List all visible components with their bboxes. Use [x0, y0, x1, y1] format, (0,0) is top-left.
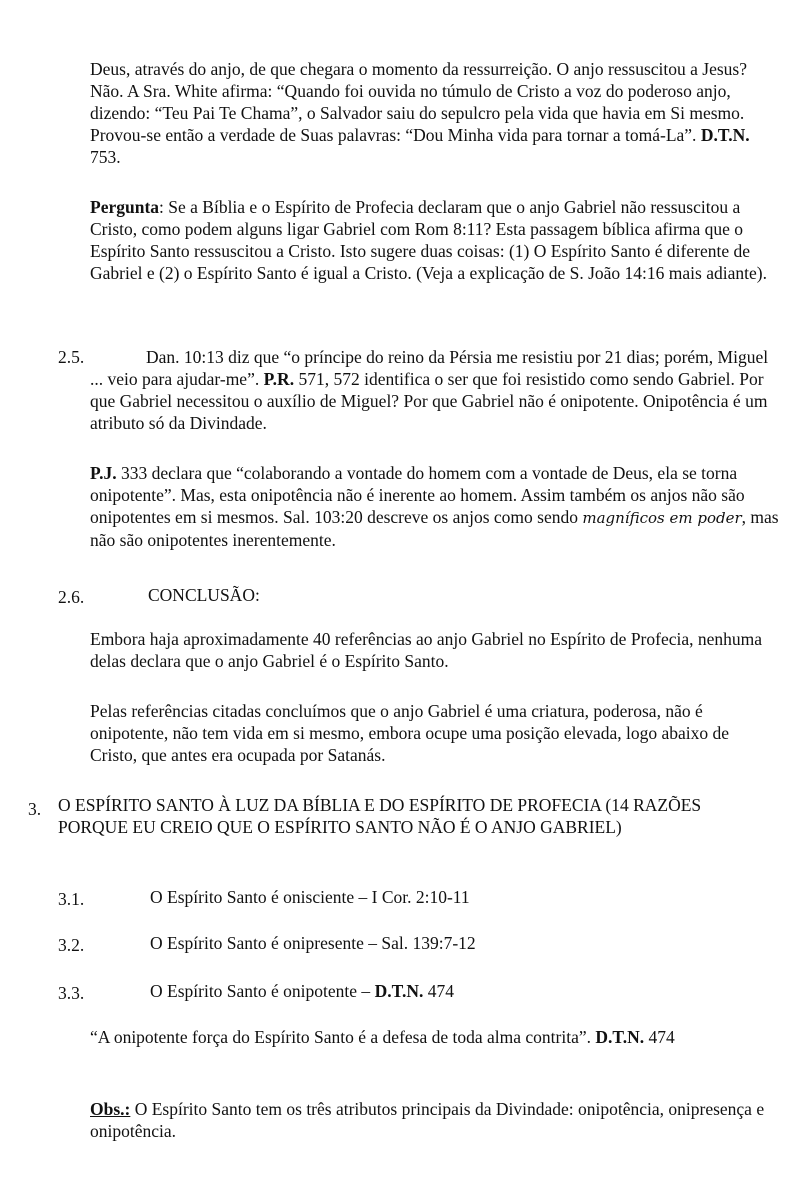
reference-dtn: D.T.N. — [700, 125, 750, 145]
section-3-1-text: O Espírito Santo é onisciente – I Cor. 2:10-11 — [150, 887, 470, 907]
section-number-3: 3. — [28, 799, 42, 819]
emphasis-text: magníficos em poder — [582, 509, 742, 527]
reference-dtn: D.T.N. — [595, 1027, 645, 1047]
section-3-heading: O ESPÍRITO SANTO À LUZ DA BÍBLIA E DO ESPÍRITO DE PROFECIA (14 RAZÕES PORQUE EU CREIO QUE O ESPÍRITO SANTO NÃO É O ANJO GABRIEL) — [58, 795, 702, 837]
section-number-3-3: 3.3. — [58, 983, 85, 1003]
section-number-2-6: 2.6. — [58, 587, 85, 607]
paragraph-resurrection: Deus, através do anjo, de que chegara o momento da ressurreição. O anjo ressuscitou a Jesus? Não. A Sra. White afirma: “Quando foi ouvida no túmulo de Cristo a voz do poderoso anjo, dizendo: “Teu Pai Te Chama”, o Salvador saiu do sepulcro pela vida que havia em Si mesmo. Provou-se então a verdade de Suas palavras: “Dou Minha vida para tornar a tomá-La”. D.T.N. 753. — [90, 59, 750, 167]
paragraph-question: Pergunta: Se a Bíblia e o Espírito de Profecia declaram que o anjo Gabriel não ressuscitou a Cristo, como podem alguns ligar Gabriel com Rom 8:11? Esta passagem bíblica afirma que o Espírito Santo ressuscitou a Cristo. Isto sugere duas coisas: (1) O Espírito Santo é diferente de Gabriel e (2) o Espírito Santo é igual a Cristo. (Veja a explicação de S. João 14:16 mais adiante). — [90, 197, 767, 283]
paragraph-pj: P.J. 333 declara que “colaborando a vontade do homem com a vontade de Deus, ela se torna onipotente”. Mas, esta onipotência não é inerente ao homem. Assim também os anjos não são onipotentes em si mesmos. Sal. 103:20 descreve os anjos como sendo magníficos em poder, mas não são onipotentes inerentemente. — [90, 463, 779, 550]
section-number-3-2: 3.2. — [58, 935, 85, 955]
paragraph-conclusion-2: Pelas referências citadas concluímos que o anjo Gabriel é uma criatura, poderosa, não é onipotente, não tem vida em si mesmo, embora ocupe uma posição elevada, logo abaixo de Cristo, que antes era ocupada por Satanás. — [90, 701, 730, 765]
section-2-5-text: Dan. 10:13 diz que “o príncipe do reino da Pérsia me resistiu por 21 dias; porém, Miguel ... veio para ajudar-me”. P.R. 571, 572 identifica o ser que foi resistido como sendo Gabriel. Por que Gabriel necessitou o auxílio de Miguel? Por que Gabriel não é onipotente. Onipotência é um atributo só da Divindade. — [90, 347, 769, 433]
obs-label: Obs.: — [90, 1099, 131, 1119]
observation-paragraph: Obs.: O Espírito Santo tem os três atributos principais da Divindade: onipotência, onipresença e onipotência. — [90, 1099, 765, 1141]
reference-pj: P.J. — [90, 463, 117, 483]
reference-pr: P.R. — [263, 369, 295, 389]
quote-paragraph: “A onipotente força do Espírito Santo é a defesa de toda alma contrita”. D.T.N. 474 — [90, 1027, 675, 1047]
section-number-3-1: 3.1. — [58, 889, 85, 909]
question-label: Pergunta — [90, 197, 160, 217]
section-2-6-title: CONCLUSÃO: — [148, 585, 260, 605]
section-3-3-text: O Espírito Santo é onipotente – D.T.N. 474 — [150, 981, 454, 1001]
section-number-2-5: 2.5. — [58, 347, 85, 367]
paragraph-conclusion-1: Embora haja aproximadamente 40 referências ao anjo Gabriel no Espírito de Profecia, nenhuma delas declara que o anjo Gabriel é o Espírito Santo. — [90, 629, 763, 671]
section-3-2-text: O Espírito Santo é onipresente – Sal. 139:7-12 — [150, 933, 476, 953]
reference-dtn: D.T.N. — [374, 981, 424, 1001]
